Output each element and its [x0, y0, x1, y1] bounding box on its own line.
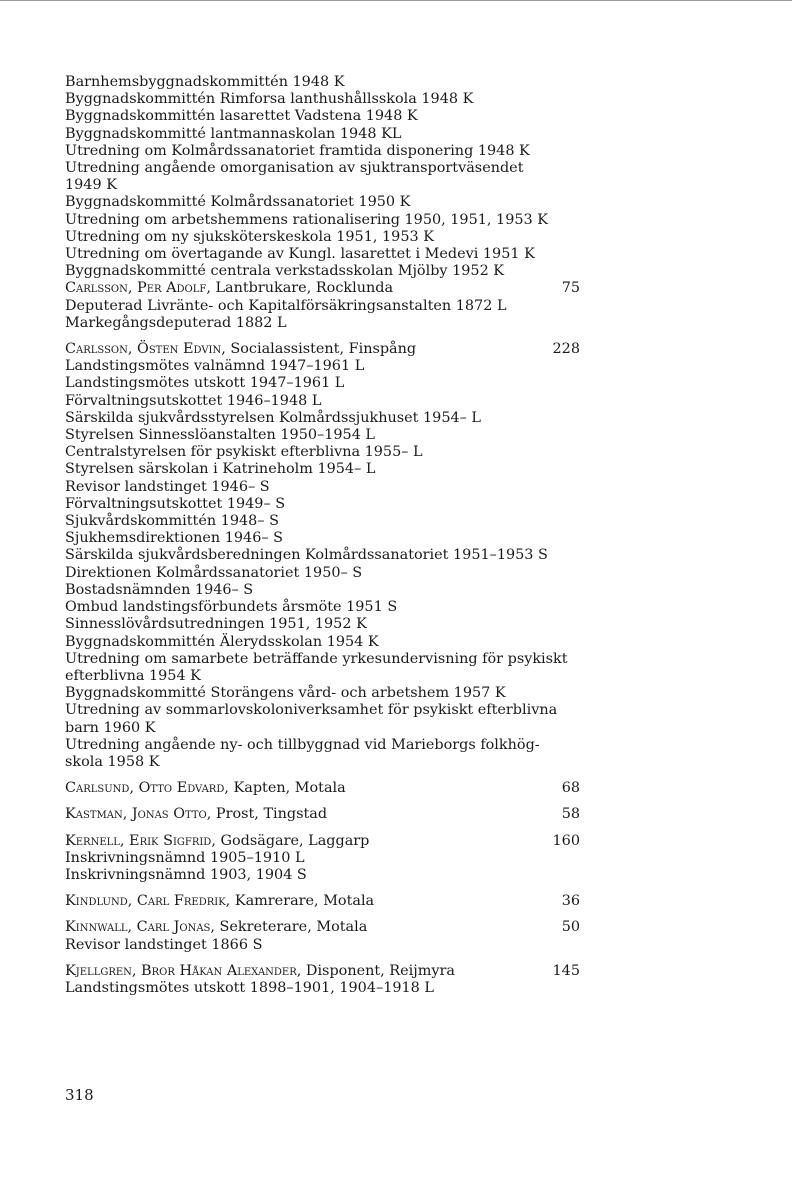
person-description: , Kapten, Motala [224, 780, 346, 797]
entry-number: 228 [552, 341, 580, 358]
assignment-line: Inskrivningsnämnd 1903, 1904 S [65, 866, 307, 883]
assignment-line: Särskilda sjukvårdsstyrelsen Kolmårdssjukhuset 1954– L [65, 409, 481, 426]
entry-number: 160 [552, 832, 580, 849]
entry-number: 36 [561, 893, 580, 910]
assignment-line: Revisor landstinget 1866 S [65, 936, 263, 953]
assignment-line: Bostadsnämnden 1946– S [65, 581, 254, 598]
assignment-line: Deputerad Livränte- och Kapitalförsäkringsanstalten 1872 L [65, 297, 507, 314]
entry-heading [65, 280, 580, 297]
assignment-line: Landstingsmötes valnämnd 1947–1961 L [65, 358, 365, 375]
intro-line: Byggnadskommitté lantmannaskolan 1948 KL [65, 125, 402, 142]
entry-heading-text [65, 919, 367, 936]
entry-heading [65, 806, 580, 823]
assignment-line: Förvaltningsutskottet 1946–1948 L [65, 392, 322, 409]
person-name: Kernell, Erik Sigfrid [65, 832, 212, 849]
person-description: , Prost, Tingstad [206, 806, 328, 823]
person-entry [65, 833, 580, 885]
intro-line: Byggnadskommitté centrala verkstadsskolan Mjölby 1952 K [65, 263, 505, 280]
assignment-line: Särskilda sjukvårdsberedningen Kolmårdssanatoriet 1951–1953 S [65, 547, 548, 564]
person-description: , Lantbrukare, Rocklunda [206, 280, 394, 297]
entry-heading [65, 341, 580, 358]
intro-block [65, 74, 580, 280]
assignment-line: Sjukvårdskommittén 1948– S [65, 513, 279, 530]
person-entry [65, 893, 580, 910]
entry-list [65, 280, 580, 997]
entry-number: 68 [561, 780, 580, 797]
assignment-line: Utredning angående ny- och tillbyggnad vid Marieborgs folkhög- [65, 736, 540, 753]
entry-number: 75 [561, 280, 580, 297]
entry-heading-text [65, 806, 327, 823]
assignment-line: Inskrivningsnämnd 1905–1910 L [65, 849, 305, 866]
assignment-line: Landstingsmötes utskott 1898–1901, 1904–1918 L [65, 979, 434, 996]
assignment-line: Revisor landstinget 1946– S [65, 478, 270, 495]
assignment-line: Byggnadskommitté Storängens vård- och arbetshem 1957 K [65, 685, 506, 702]
person-entry [65, 806, 580, 823]
entry-number: 50 [561, 919, 580, 936]
assignment-line: Utredning om samarbete beträffande yrkesundervisning för psykiskt [65, 650, 568, 667]
entry-heading [65, 919, 580, 936]
person-entry [65, 780, 580, 797]
intro-line: Byggnadskommitté Kolmårdssanatoriet 1950 K [65, 194, 411, 211]
assignment-line: Direktionen Kolmårdssanatoriet 1950– S [65, 564, 363, 581]
intro-line: Byggnadskommittén lasarettet Vadstena 1948 K [65, 108, 418, 125]
assignment-line: barn 1960 K [65, 719, 156, 736]
entry-heading-text [65, 780, 346, 797]
assignment-line: Markegångsdeputerad 1882 L [65, 314, 287, 331]
intro-line: Utredning om övertagande av Kungl. lasarettet i Medevi 1951 K [65, 246, 535, 263]
intro-line: Utredning om ny sjuksköterskeskola 1951, 1953 K [65, 228, 434, 245]
entry-heading [65, 780, 580, 797]
person-name: Kindlund, Carl Fredrik [65, 893, 226, 910]
assignment-line: Styrelsen särskolan i Katrineholm 1954– L [65, 461, 376, 478]
assignment-line: Förvaltningsutskottet 1949– S [65, 495, 286, 512]
assignment-line: Centralstyrelsen för psykiskt efterblivna 1955– L [65, 444, 423, 461]
assignment-line: Sjukhemsdirektionen 1946– S [65, 530, 283, 547]
person-description: , Disponent, Reijmyra [296, 962, 455, 979]
intro-line: Utredning angående omorganisation av sjuktransportväsendet [65, 160, 524, 177]
assignment-line: Ombud landstingsförbundets årsmöte 1951 S [65, 599, 398, 616]
person-name: Carlsson, Östen Edvin [65, 341, 222, 358]
person-name: Kinnwall, Carl Jonas [65, 919, 211, 936]
assignment-line: Byggnadskommittén Älerydsskolan 1954 K [65, 633, 379, 650]
person-entry [65, 280, 580, 332]
assignment-line: efterblivna 1954 K [65, 667, 201, 684]
person-description: , Socialassistent, Finspång [221, 341, 417, 358]
person-entry [65, 919, 580, 953]
person-entry [65, 963, 580, 997]
assignment-line: Landstingsmötes utskott 1947–1961 L [65, 375, 345, 392]
entry-heading [65, 893, 580, 910]
assignment-line: Sinnesslövårdsutredningen 1951, 1952 K [65, 616, 367, 633]
entry-number: 58 [561, 806, 580, 823]
entry-heading [65, 833, 580, 850]
entry-heading-text [65, 833, 369, 850]
person-name: Kastman, Jonas Otto [65, 806, 207, 823]
intro-line: 1949 K [65, 177, 117, 194]
assignment-line: Styrelsen Sinnesslöanstalten 1950–1954 L [65, 427, 375, 444]
person-name: Carlsson, Per Adolf [65, 280, 207, 297]
page-number: 318 [65, 1086, 94, 1104]
assignment-line: skola 1958 K [65, 753, 160, 770]
entry-heading-text [65, 963, 455, 980]
entry-heading [65, 963, 580, 980]
person-entry [65, 341, 580, 771]
entry-heading-text [65, 341, 416, 358]
person-description: , Sekreterare, Motala [210, 919, 368, 936]
top-rule [0, 0, 792, 1]
person-name: Kjellgren, Bror Håkan Alexander [65, 962, 297, 979]
page-body [65, 74, 580, 997]
assignment-line: Utredning av sommarlovskoloniverksamhet för psykiskt efterblivna [65, 702, 558, 719]
person-description: , Kamrerare, Motala [225, 893, 375, 910]
intro-line: Barnhemsbyggnadskommittén 1948 K [65, 74, 345, 90]
entry-heading-text [65, 893, 374, 910]
person-name: Carlsund, Otto Edvard [65, 780, 225, 797]
person-description: , Godsägare, Laggarp [211, 832, 370, 849]
entry-heading-text [65, 280, 393, 297]
intro-line: Byggnadskommittén Rimforsa lanthushållsskola 1948 K [65, 91, 474, 108]
intro-line: Utredning om arbetshemmens rationalisering 1950, 1951, 1953 K [65, 211, 548, 228]
entry-number: 145 [552, 962, 580, 979]
intro-line: Utredning om Kolmårdssanatoriet framtida disponering 1948 K [65, 142, 530, 159]
